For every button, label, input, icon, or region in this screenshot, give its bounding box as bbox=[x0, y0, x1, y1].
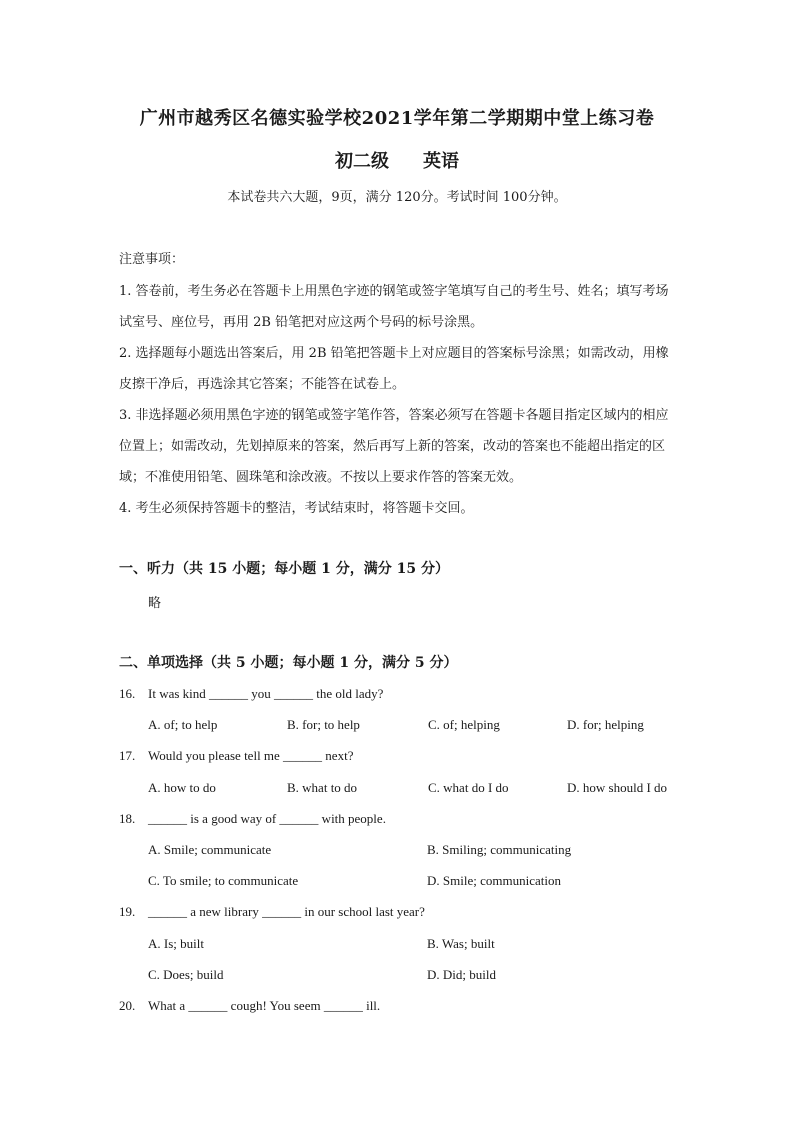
question-number: 19. bbox=[119, 904, 136, 919]
question-number: 18. bbox=[119, 811, 136, 826]
question-20 bbox=[119, 998, 380, 1014]
notes-list bbox=[119, 276, 679, 524]
question-18 bbox=[119, 811, 386, 827]
option-b: B. for; to help bbox=[287, 717, 360, 732]
question-19 bbox=[119, 904, 425, 920]
note-item: 4. 考生必须保持答题卡的整洁，考试结束时，将答题卡交回。 bbox=[119, 501, 474, 516]
question-number: 20. bbox=[119, 998, 136, 1013]
option-c: C. of; helping bbox=[428, 717, 500, 732]
option-b: B. what to do bbox=[287, 780, 358, 795]
notes-heading: 注意事项： bbox=[119, 252, 185, 267]
option-b: B. Was; built bbox=[427, 936, 495, 951]
section-choice-heading: 二、单项选择（共 5 小题；每小题 1 分，满分 5 分） bbox=[119, 655, 458, 671]
option-c: C. Does; build bbox=[148, 967, 224, 982]
option-a: A. how to do bbox=[148, 780, 216, 795]
note-item: 3. 非选择题必须用黑色字迹的钢笔或签字笔作答，答案必须写在答题卡各题目指定区域内的相应位置上；如需改动，先划掉原来的答案，然后再写上新的答案，改动的答案也不能超出指定的区域；不准使用铅笔、圆珠笔和涂改液。不按以上要求作答的答案无效。 bbox=[119, 408, 669, 485]
section-listening-heading: 一、听力（共 15 小题；每小题 1 分，满分 15 分） bbox=[119, 561, 449, 577]
option-d: D. Smile; communication bbox=[427, 873, 561, 888]
question-16 bbox=[119, 686, 383, 702]
option-a: A. of; to help bbox=[148, 717, 218, 732]
option-d: D. Did; build bbox=[427, 967, 496, 982]
grade-label: 初二级 bbox=[335, 151, 389, 172]
exam-subtitle bbox=[0, 147, 794, 173]
question-number: 17. bbox=[119, 748, 136, 763]
question-17 bbox=[119, 748, 353, 764]
question-number: 16. bbox=[119, 686, 136, 701]
option-a: A. Smile; communicate bbox=[148, 842, 272, 857]
exam-info: 本试卷共六大题，9页，满分 120分。考试时间 100分钟。 bbox=[227, 190, 567, 205]
subject-label: 英语 bbox=[423, 151, 459, 172]
question-text: ______ is a good way of ______ with people. bbox=[148, 811, 386, 826]
option-d: D. how should I do bbox=[567, 780, 668, 795]
option-c: C. To smile; to communicate bbox=[148, 873, 299, 888]
question-text: It was kind ______ you ______ the old lady? bbox=[148, 686, 384, 701]
note-item: 1. 答卷前，考生务必在答题卡上用黑色字迹的钢笔或签字笔填写自己的考生号、姓名；填写考场试室号、座位号，再用 2B 铅笔把对应这两个号码的标号涂黑。 bbox=[119, 284, 669, 330]
question-text: What a ______ cough! You seem ______ ill. bbox=[148, 998, 381, 1013]
exam-title: 广州市越秀区名德实验学校2021学年第二学期期中堂上练习卷 bbox=[139, 108, 655, 129]
option-c: C. what do I do bbox=[428, 780, 509, 795]
option-d: D. for; helping bbox=[567, 717, 644, 732]
note-item: 2. 选择题每小题选出答案后，用 2B 铅笔把答题卡上对应题目的答案标号涂黑；如需改动，用橡皮擦干净后，再选涂其它答案；不能答在试卷上。 bbox=[119, 346, 669, 392]
option-b: B. Smiling; communicating bbox=[427, 842, 572, 857]
question-text: Would you please tell me ______ next? bbox=[148, 748, 354, 763]
section-listening-body: 略 bbox=[148, 596, 162, 611]
option-a: A. Is; built bbox=[148, 936, 204, 951]
question-text: ______ a new library ______ in our school last year? bbox=[148, 904, 425, 919]
